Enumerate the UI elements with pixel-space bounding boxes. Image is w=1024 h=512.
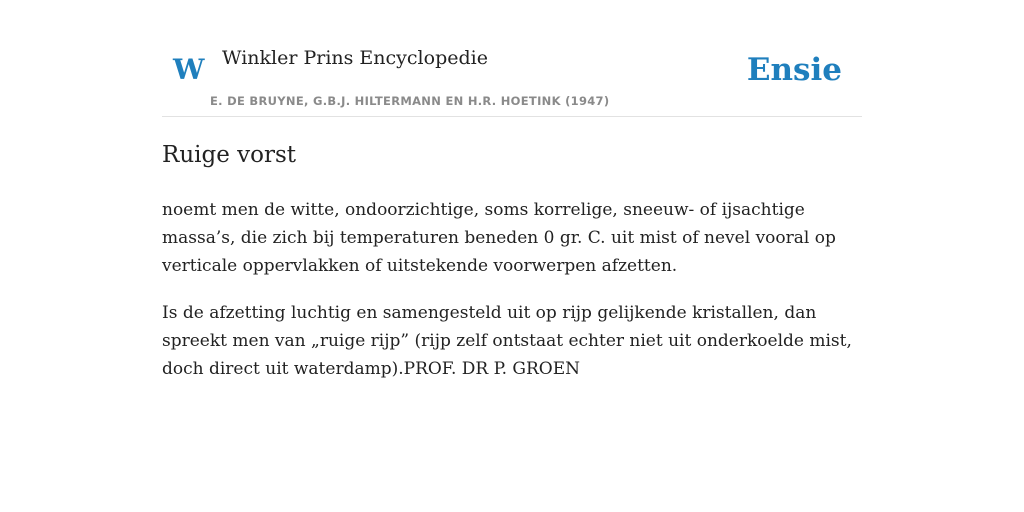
article-paragraph-2: Is de afzetting luchtig en samengesteld uit op rijp gelijkende kristallen, dan spreekt men van „ruige rijp” (rijp zelf ontstaat echter niet uit onderkoelde mist, doch direct uit waterdamp).PROF. DR P. GROEN <box>162 303 852 379</box>
encyclopedia-logo-link[interactable]: W <box>173 53 205 86</box>
ensie-logo-link[interactable]: Ensie <box>746 52 842 88</box>
encyclopedia-authors: E. DE BRUYNE, G.B.J. HILTERMANN EN H.R. HOETINK (1947) <box>210 94 610 108</box>
header <box>162 0 862 117</box>
article-title: Ruige vorst <box>162 142 297 168</box>
encyclopedia-name: Winkler Prins Encyclopedie <box>222 47 488 69</box>
article-paragraph-1: noemt men de witte, ondoorzichtige, soms korrelige, sneeuw- of ijsachtige massa’s, die zich bij temperaturen beneden 0 gr. C. uit mist of nevel vooral op verticale oppervlakken of uitstekende voorwerpen afzetten. <box>162 200 836 276</box>
article <box>162 136 862 383</box>
